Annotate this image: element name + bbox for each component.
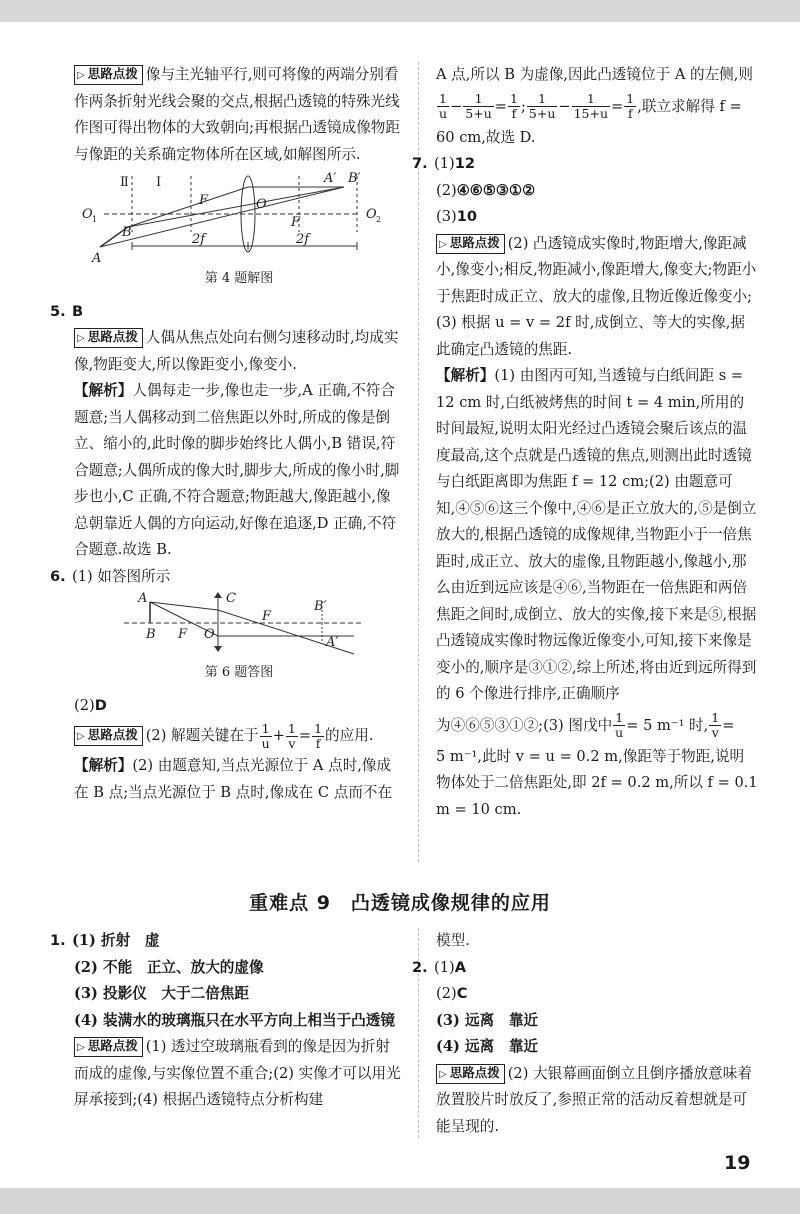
frac-1-u: $\frac{1}{u}$ — [261, 720, 270, 751]
q7-analysis-end: 5 m⁻¹,此时 v = u = 0.2 m,像距等于物距,说明物体处于二倍焦距处,即 2f = 0.2 m,所以 f = 0.1 m = 10 cm. — [436, 747, 758, 818]
q4-hint: ▷ 思路点拨 像与主光轴平行,则可将像的两端分别看作两条折射光线会聚的交点,根据凸透镜的特殊光线作图可得出物体的大致朝向;再根据凸透镜成像物距与像距的关系确定物体所在区域,如解图所示. — [74, 66, 400, 163]
q7-analysis-frac-line: 为④⑥⑤③①②;(3) 图戊中 $\frac{1}{u}$ = 5 m⁻¹ 时, $\frac{1}{v}$ = — [436, 710, 735, 740]
fig6-label-o: O — [204, 627, 215, 642]
q5-answer: 5. B — [50, 302, 84, 320]
left-column-bottom — [50, 928, 404, 1114]
figure-6-caption: 第 6 题答图 — [204, 665, 274, 680]
fig4-label-o1: O — [82, 207, 93, 222]
fig4-region-1: Ⅰ — [156, 175, 162, 190]
q6-part2: (2)D — [74, 696, 107, 714]
arrow-icon: ▷ — [77, 70, 85, 81]
fig6-label-b1: B′ — [314, 599, 327, 614]
frac-1-f: $\frac{1}{f}$ — [314, 720, 323, 751]
fig4-label-f2: F — [291, 215, 301, 230]
fig4-sub-1: 1 — [92, 215, 98, 224]
arrow-icon: ▷ — [439, 238, 447, 250]
hint-badge: ▷ 思路点拨 — [436, 1064, 505, 1084]
fig4-label-a1: A′ — [324, 171, 337, 186]
q6-conclusion: 60 cm,故选 D. — [436, 128, 536, 146]
q7-analysis: 【解析】(1) 由图丙可知,当透镜与白纸间距 s = 12 cm 时,白纸被烤焦的时间 t = 4 min,所用的时间最短,说明太阳光经过凸透镜会聚后该点的温度最高,这个点就是凸透镜的焦点,则测出此时透镜与白纸距离即为焦距 f = 12 cm;(2) 由题意可知,④⑤⑥这三个像中,④⑥是正立放大的,⑤是倒立放大的,根据凸透镜的成像规律,当物距小于一倍焦距时,成正立、放大的虚像,且物距越小,像越小,那么由近到远应该是④⑥,当物距在一倍焦距和两倍焦距之间时,成倒立、放大的实像,接下来是⑤,根据凸透镜成实像时物远像近像变小,可知,接下来像是变小的,顺序是③①②,综上所述,将由近到远所得到的 6 个像进行排序,正确顺序 — [436, 367, 757, 702]
fig4-dim-2: 2f — [296, 232, 310, 247]
q6-hint: ▷ 思路点拨 (2) 解题关键在于 $\frac{1}{u}$ + $\frac{1}{v}$ = $\frac{1}{f}$ 的应用. — [74, 719, 404, 753]
q6-part1: 6. (1) 如答图所示 — [50, 567, 171, 585]
s9-q2-hint: ▷ 思路点拨 (2) 大银幕画面倒立且倒序播放意味着放置胶片时放反了,参照正常的活动反着想就是可能呈现的. — [436, 1064, 752, 1135]
arrow-icon: ▷ — [77, 1042, 85, 1053]
fig4-label-a: A — [92, 251, 102, 266]
frac-1-v: $\frac{1}{v}$ — [287, 720, 296, 751]
q6-analysis: 【解析】(2) 由题意知,当点光源位于 A 点时,像成在 B 点;当点光源位于 B 点时,像成在 C 点而不在 — [74, 757, 393, 801]
fig4-label-b: B — [122, 225, 132, 240]
figure-6-diagram — [74, 590, 404, 660]
hint-badge: ▷ 思路点拨 — [74, 1037, 143, 1057]
fig6-label-c: C — [226, 591, 236, 606]
s9-q1-part2: (2) 不能 正立、放大的虚像 — [74, 958, 264, 976]
s9-q1-cont: 模型. — [436, 932, 470, 949]
fig6-label-a: A — [138, 591, 148, 606]
hint-badge: ▷ 思路点拨 — [74, 328, 143, 348]
arrow-icon: ▷ — [77, 731, 85, 742]
s9-q1-part1: 1. (1) 折射 虚 — [50, 932, 160, 949]
q7-hint: ▷ 思路点拨 (2) 凸透镜成实像时,物距增大,像距减小,像变小;相反,物距减小,像距增大,像变大;物距小于焦距时成正立、放大的虚像,且物近像近像变小;(3) 根据 u = v = 2f 时,成倒立、等大的实像,据此确定凸透镜的焦距. — [436, 234, 757, 358]
fig4-region-2: Ⅱ — [120, 175, 129, 190]
s9-q2-part3: (3) 远离 靠近 — [436, 1011, 539, 1029]
s9-q1-hint: ▷ 思路点拨 (1) 透过空玻璃瓶看到的像是因为折射而成的虚像,与实像位置不重合;(2) 实像才可以用光屏承接到;(4) 根据凸透镜特点分析构建 — [74, 1038, 401, 1108]
q5-analysis: 【解析】人偶每走一步,像也走一步,A 正确,不符合题意;当人偶移动到二倍焦距以外时,所成的像是倒立、缩小的,此时像的脚步始终比人偶小,B 错误,符合题意;人偶所成的像大时,脚步大,所成的像小时,脚步也小,C 正确,不符合题意;物距越大,像距越小,像总朝靠近人偶的方向运动,好像在追逐,D 正确,不符合题意.故选 B. — [74, 382, 400, 558]
q7-part3: (3)10 — [436, 208, 477, 225]
hint-badge: ▷ 思路点拨 — [436, 234, 505, 254]
right-column-bottom — [412, 928, 758, 1140]
hint-badge: ▷ 思路点拨 — [74, 65, 143, 85]
q7-part2: (2)④⑥⑤③①② — [436, 181, 536, 199]
figure-6 — [74, 590, 404, 660]
section-title: 重难点 9 凸透镜成像规律的应用 — [249, 892, 551, 914]
arrow-icon: ▷ — [439, 1068, 447, 1080]
top-scan-edge — [0, 0, 800, 22]
q6-equation: $\frac{1}{u}$ − $\frac{1}{5+u}$ = $\frac{1}{f}$ ; $\frac{1}{5+u}$ − $\frac{1}{15+u}$ = $\frac{1}{f}$ ,联立求解得 f = — [439, 91, 742, 121]
figure-4 — [74, 168, 404, 266]
fig6-label-b: B — [146, 627, 156, 642]
right-column-top — [412, 62, 758, 823]
s9-q2-part4: (4) 远离 靠近 — [436, 1038, 539, 1055]
s9-q2-part1: 2. (1)A — [412, 958, 466, 976]
page-number: 19 — [724, 1152, 751, 1174]
fig4-label-o: O — [256, 197, 267, 212]
q6-analysis-cont: A 点,所以 B 为虚像,因此凸透镜位于 A 的左侧,则 — [436, 66, 754, 83]
hint-badge: ▷ 思路点拨 — [74, 726, 143, 746]
fig4-label-o2: O — [366, 207, 377, 222]
bottom-scan-edge — [0, 1188, 800, 1214]
figure-4-diagram — [74, 168, 404, 266]
column-divider-top — [418, 62, 419, 862]
figure-4-caption: 第 4 题解图 — [204, 271, 274, 286]
s9-q1-part3: (3) 投影仪 大于二倍焦距 — [74, 985, 249, 1002]
left-column-top — [50, 62, 404, 806]
q5-hint: ▷ 思路点拨 人偶从焦点处向右侧匀速移动时,均成实像,物距变大,所以像距变小,像变小. — [74, 329, 399, 373]
fig4-dim-1: 2f — [192, 232, 206, 247]
arrow-icon: ▷ — [77, 333, 85, 344]
s9-q1-part4: (4) 装满水的玻璃瓶只在水平方向上相当于凸透镜 — [74, 1011, 395, 1029]
fig4-sub-2: 2 — [376, 215, 382, 224]
fig4-label-b1: B′ — [348, 171, 361, 186]
q7-part1: 7. (1)12 — [412, 155, 475, 172]
fig6-label-f1: F — [262, 609, 272, 624]
fig6-label-a1: A′ — [326, 635, 339, 650]
fig6-label-f2: F — [178, 627, 188, 642]
s9-q2-part2: (2)C — [436, 985, 468, 1002]
fig4-label-f1: F — [199, 193, 209, 208]
